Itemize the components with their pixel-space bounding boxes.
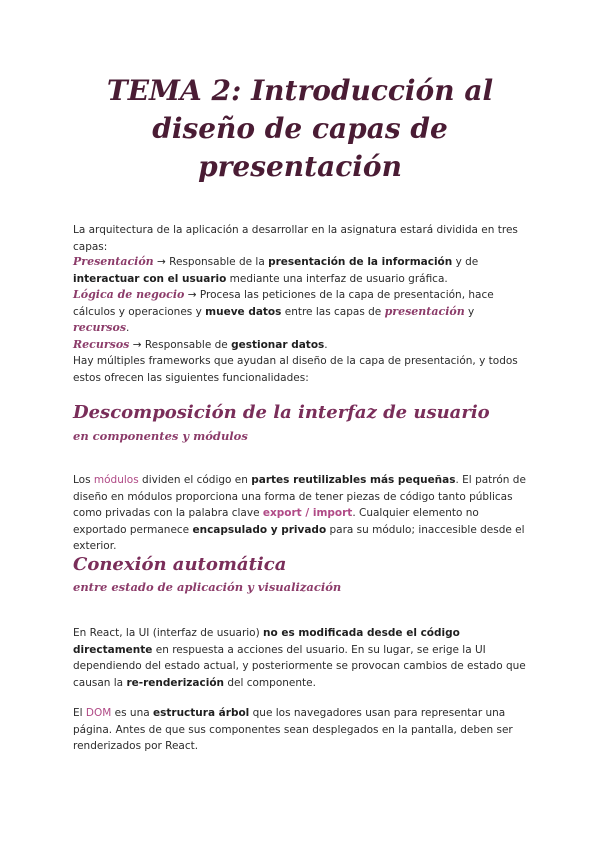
s2p2-bold-1: estructura árbol xyxy=(153,707,250,719)
s2p1-bold-2: re-renderización xyxy=(126,676,225,689)
s1-text-0: Los xyxy=(73,474,94,486)
s2p2-accent-dom: DOM xyxy=(85,707,112,719)
page-title xyxy=(60,72,540,186)
layer-logica-text-3: y xyxy=(464,305,475,318)
layer-presentacion-bold-1: presentación de la información xyxy=(268,256,453,268)
s2p2-text-0: El xyxy=(73,707,86,719)
title-line-2: diseño de capas de xyxy=(152,112,448,145)
layer-recursos-text: → Responsable de xyxy=(129,338,232,351)
s1-accent-export: export xyxy=(262,507,302,519)
section1-subheading: en componentes y módulos xyxy=(73,429,248,443)
layer-presentacion-text-3: mediante una interfaz de usuario gráfica. xyxy=(226,272,448,285)
s1-text-2: . El patrón de diseño en módulos proporciona una forma de tener piezas de código tanto públicas como privadas con la palabra clave xyxy=(73,474,526,519)
layer-logica-keyword-2: recursos xyxy=(73,321,127,334)
layer-logica-keyword-1: presentación xyxy=(384,304,465,318)
s1-text-1: dividen el código en xyxy=(138,474,252,486)
s2p1-text-0: En React, la UI (interfaz de usuario) xyxy=(73,627,264,639)
section2-subheading: entre estado de aplicación y visualización xyxy=(73,580,342,594)
layer-recursos-text-2: . xyxy=(324,338,328,351)
frameworks-text: Hay múltiples frameworks que ayudan al diseño de la capa de presentación, y todos estos ofrecen las siguientes funcionalidades: xyxy=(73,355,518,384)
layer-presentacion-text: → Responsable de la xyxy=(153,256,269,268)
layer-logica-text-4: . xyxy=(126,322,130,334)
layer-presentacion-name: Presentación xyxy=(73,255,154,268)
layer-logica-text-2: entre las capas de xyxy=(281,305,385,318)
layer-presentacion-bold-2: interactuar con el usuario xyxy=(73,272,227,285)
s2p1-text-1: en respuesta a acciones del usuario. En su lugar, se erige la UI dependiendo del estado actual, y posteriormente se provocan cambios de estado que causan la xyxy=(73,643,526,689)
s2p2-text-1: es una xyxy=(111,707,153,719)
s1-accent-sep: / xyxy=(301,507,313,519)
intro-paragraph xyxy=(73,222,533,255)
s1-accent-import: import xyxy=(312,507,353,519)
frameworks-paragraph xyxy=(73,353,533,386)
s1-accent-modulos: módulos xyxy=(93,474,139,486)
s2p1-bold-1: no es modificada desde el código directamente xyxy=(73,627,460,656)
s1-text-3: . Cualquier elemento no exportado permanece xyxy=(73,507,479,536)
intro-text: La arquitectura de la aplicación a desarrollar en la asignatura estará dividida en tres capas: xyxy=(73,224,518,253)
layer-logica-bold-1: mueve datos xyxy=(205,305,282,318)
layers-list xyxy=(73,254,533,353)
s1-bold-2: encapsulado y privado xyxy=(192,523,327,536)
layer-logica-name: Lógica de negocio xyxy=(73,288,185,301)
title-line-3: presentación xyxy=(198,150,402,183)
s1-bold-1: partes reutilizables más pequeñas xyxy=(251,474,456,486)
section1-heading: Descomposición de la interfaz de usuario xyxy=(73,402,490,423)
section2-paragraph-1 xyxy=(73,625,533,691)
s2p2-text-2: que los navegadores usan para representar una página. Antes de que sus componentes sean desplegados en la pantalla, deben ser renderizados por React. xyxy=(73,707,513,752)
title-line-1: TEMA 2: Introducción al xyxy=(106,74,494,107)
section2-paragraph-2 xyxy=(73,705,533,755)
s1-text-4: para su módulo; inaccesible desde el exterior. xyxy=(73,523,525,552)
layer-presentacion-text-2: y de xyxy=(452,256,479,268)
layer-recursos-name: Recursos xyxy=(73,337,130,351)
layer-recursos-bold-1: gestionar datos xyxy=(231,338,325,351)
section1-paragraph xyxy=(73,472,533,555)
layer-logica-text: → Procesa las peticiones de la capa de presentación, hace cálculos y operaciones y xyxy=(73,289,494,318)
section2-heading: Conexión automática xyxy=(73,554,287,575)
s2p1-text-2: del componente. xyxy=(224,676,316,689)
